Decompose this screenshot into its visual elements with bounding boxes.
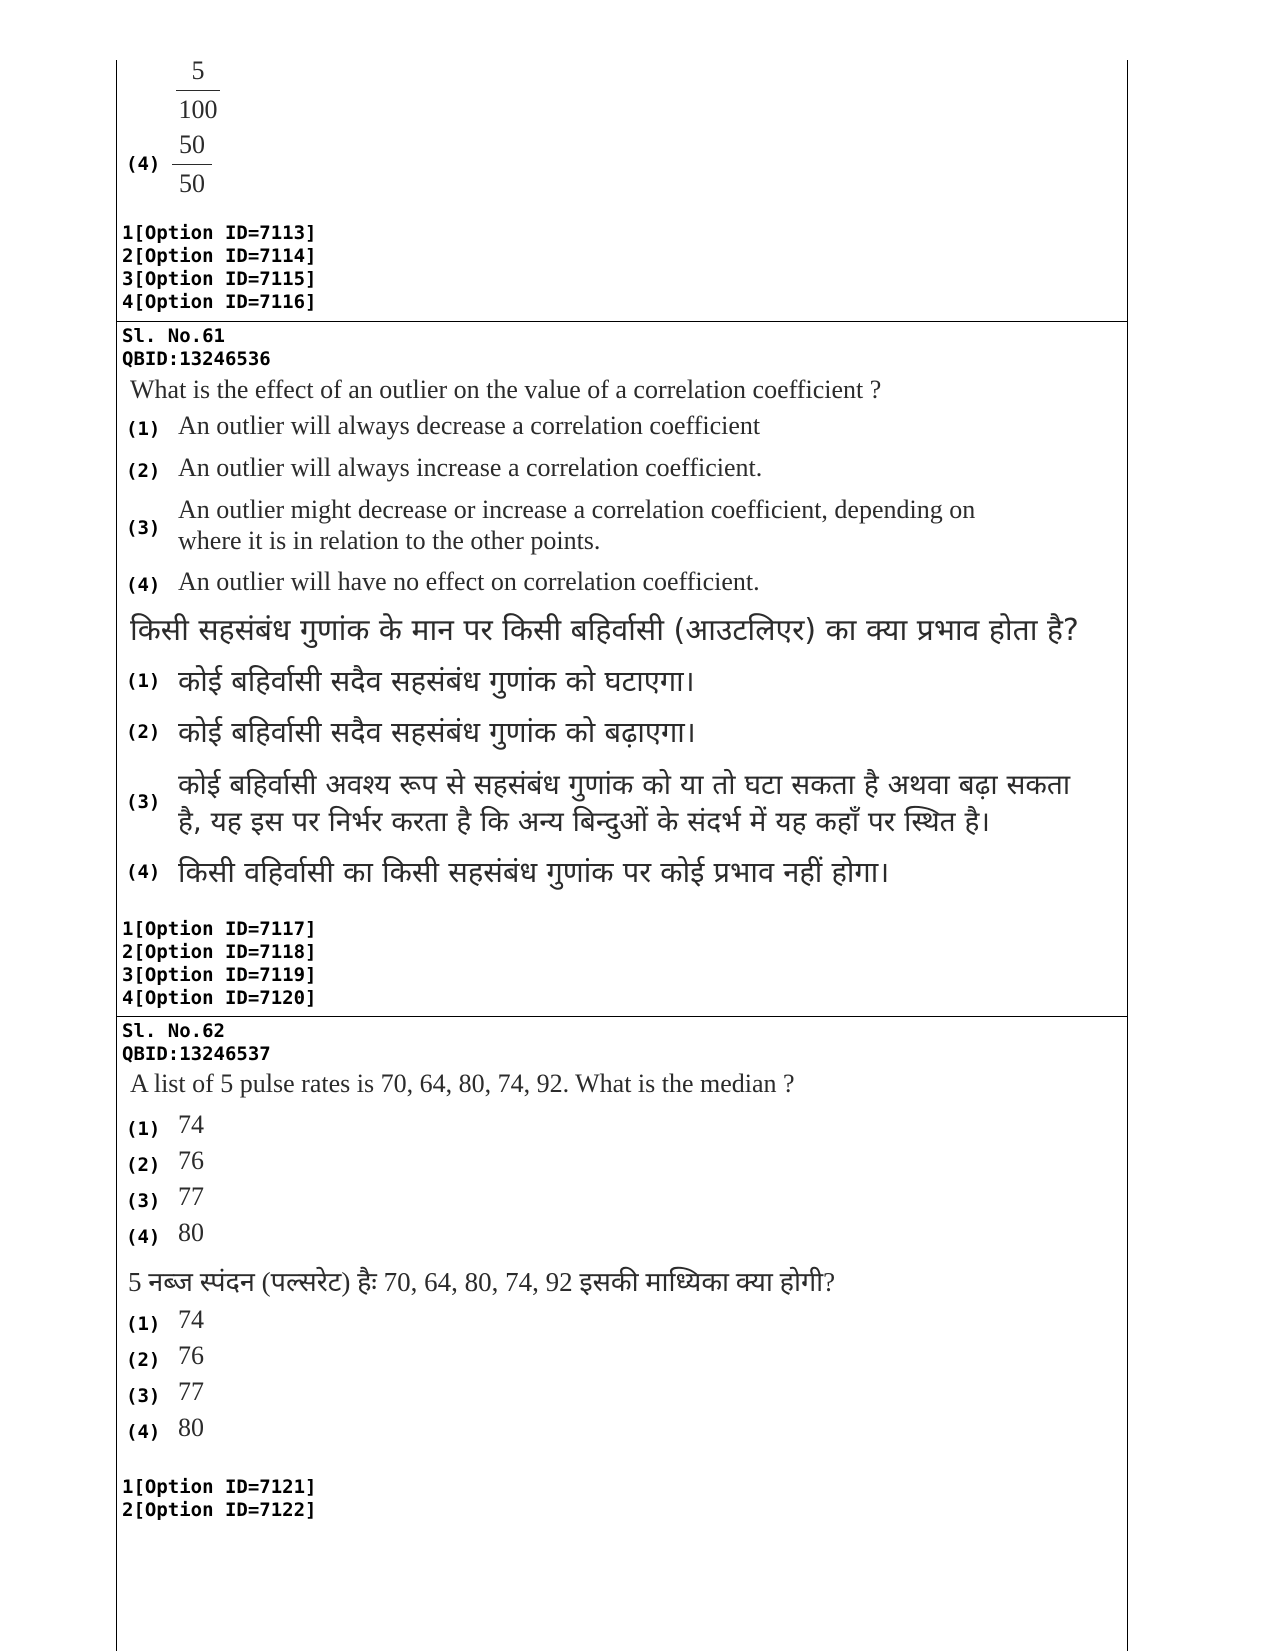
option-id-list <box>122 918 316 1010</box>
question-text-en: A list of 5 pulse rates is 70, 64, 80, 74, 92. What is the median ? <box>130 1069 795 1098</box>
option-text-hi: 74 <box>178 1305 204 1334</box>
option-text-hi: 77 <box>178 1377 204 1406</box>
option-id: 4[Option ID=7120] <box>122 987 317 1009</box>
option-text-en: 77 <box>178 1182 204 1211</box>
fraction-numerator: 50 <box>179 130 205 159</box>
option-label: (1) <box>126 670 161 692</box>
serial-number: Sl. No.62 <box>122 1020 225 1042</box>
option-label: (3) <box>126 791 161 813</box>
question-text-hi: किसी सहसंबंध गुणांक के मान पर किसी बहिर्वासी (आउटलिएर) का क्या प्रभाव होता है? <box>130 613 1079 648</box>
option-id: 4[Option ID=7116] <box>122 291 317 313</box>
row-divider <box>116 1016 1127 1017</box>
option-text-en: 76 <box>178 1146 204 1175</box>
fraction-denominator: 100 <box>178 95 218 124</box>
option-id: 1[Option ID=7113] <box>122 222 317 244</box>
option-label: (3) <box>126 1385 161 1407</box>
option-id: 3[Option ID=7115] <box>122 268 317 290</box>
fraction-50-over-50 <box>172 130 212 199</box>
option-label: (4) <box>126 1226 161 1248</box>
fraction-bar <box>172 164 212 165</box>
option-label: (1) <box>126 1118 161 1140</box>
option-text-en: An outlier will always increase a correlation coefficient. <box>178 453 763 482</box>
fraction-bar <box>176 90 220 91</box>
option-text-en: 74 <box>178 1110 204 1139</box>
option-id: 2[Option ID=7122] <box>122 1499 317 1521</box>
option-id: 3[Option ID=7119] <box>122 964 317 986</box>
option-4-label: (4) <box>126 153 161 175</box>
serial-number: Sl. No.61 <box>122 325 225 347</box>
qbid: QBID:13246537 <box>122 1043 271 1065</box>
fraction-denominator: 50 <box>179 169 205 198</box>
row-divider <box>116 321 1127 322</box>
option-text-en: An outlier will have no effect on correlation coefficient. <box>178 567 760 596</box>
option-text-hi: 76 <box>178 1341 204 1370</box>
option-id: 2[Option ID=7114] <box>122 245 317 267</box>
option-id-list <box>122 222 316 314</box>
option-text-en: 80 <box>178 1218 204 1247</box>
option-id-list <box>122 1476 316 1522</box>
option-id: 2[Option ID=7118] <box>122 941 317 963</box>
option-label: (1) <box>126 418 161 440</box>
option-label: (2) <box>126 1154 161 1176</box>
option-text-hi: कोई बहिर्वासी सदैव सहसंबंध गुणांक को बढ़ाएगा। <box>178 715 696 749</box>
fraction-numerator: 5 <box>191 56 205 85</box>
option-text-en-line1: An outlier might decrease or increase a correlation coefficient, depending on <box>178 495 976 524</box>
option-label: (4) <box>126 861 161 883</box>
option-text-hi: 80 <box>178 1413 204 1442</box>
option-text-hi: किसी वहिर्वासी का किसी सहसंबंध गुणांक पर कोई प्रभाव नहीं होगा। <box>178 855 890 889</box>
option-label: (3) <box>126 517 161 539</box>
option-label: (4) <box>126 1421 161 1443</box>
option-text-en: An outlier will always decrease a correlation coefficient <box>178 411 761 440</box>
option-id: 1[Option ID=7117] <box>122 918 317 940</box>
option-text-hi-line1: कोई बहिर्वासी अवश्य रूप से सहसंबंध गुणांक को या तो घटा सकता है अथवा बढ़ा सकता <box>178 768 1071 801</box>
question-text-en: What is the effect of an outlier on the value of a correlation coefficient ? <box>130 375 882 404</box>
option-label: (2) <box>126 460 161 482</box>
option-id: 1[Option ID=7121] <box>122 1476 317 1498</box>
option-text-en-line2: where it is in relation to the other points. <box>178 526 601 555</box>
option-label: (1) <box>126 1313 161 1335</box>
option-text-hi-line2: है, यह इस पर निर्भर करता है कि अन्य बिन्दुओं के संदर्भ में यह कहाँ पर स्थित है। <box>178 805 990 838</box>
fraction-5-over-100 <box>176 56 220 125</box>
option-label: (2) <box>126 721 161 743</box>
option-label: (3) <box>126 1190 161 1212</box>
qbid: QBID:13246536 <box>122 348 271 370</box>
option-label: (4) <box>126 574 161 596</box>
option-text-hi: कोई बहिर्वासी सदैव सहसंबंध गुणांक को घटाएगा। <box>178 664 695 698</box>
option-label: (2) <box>126 1349 161 1371</box>
question-text-hi: 5 नब्ज स्पंदन (पल्सरेट) हैः 70, 64, 80, 74, 92 इसकी माध्यिका क्या होगी? <box>128 1267 836 1297</box>
